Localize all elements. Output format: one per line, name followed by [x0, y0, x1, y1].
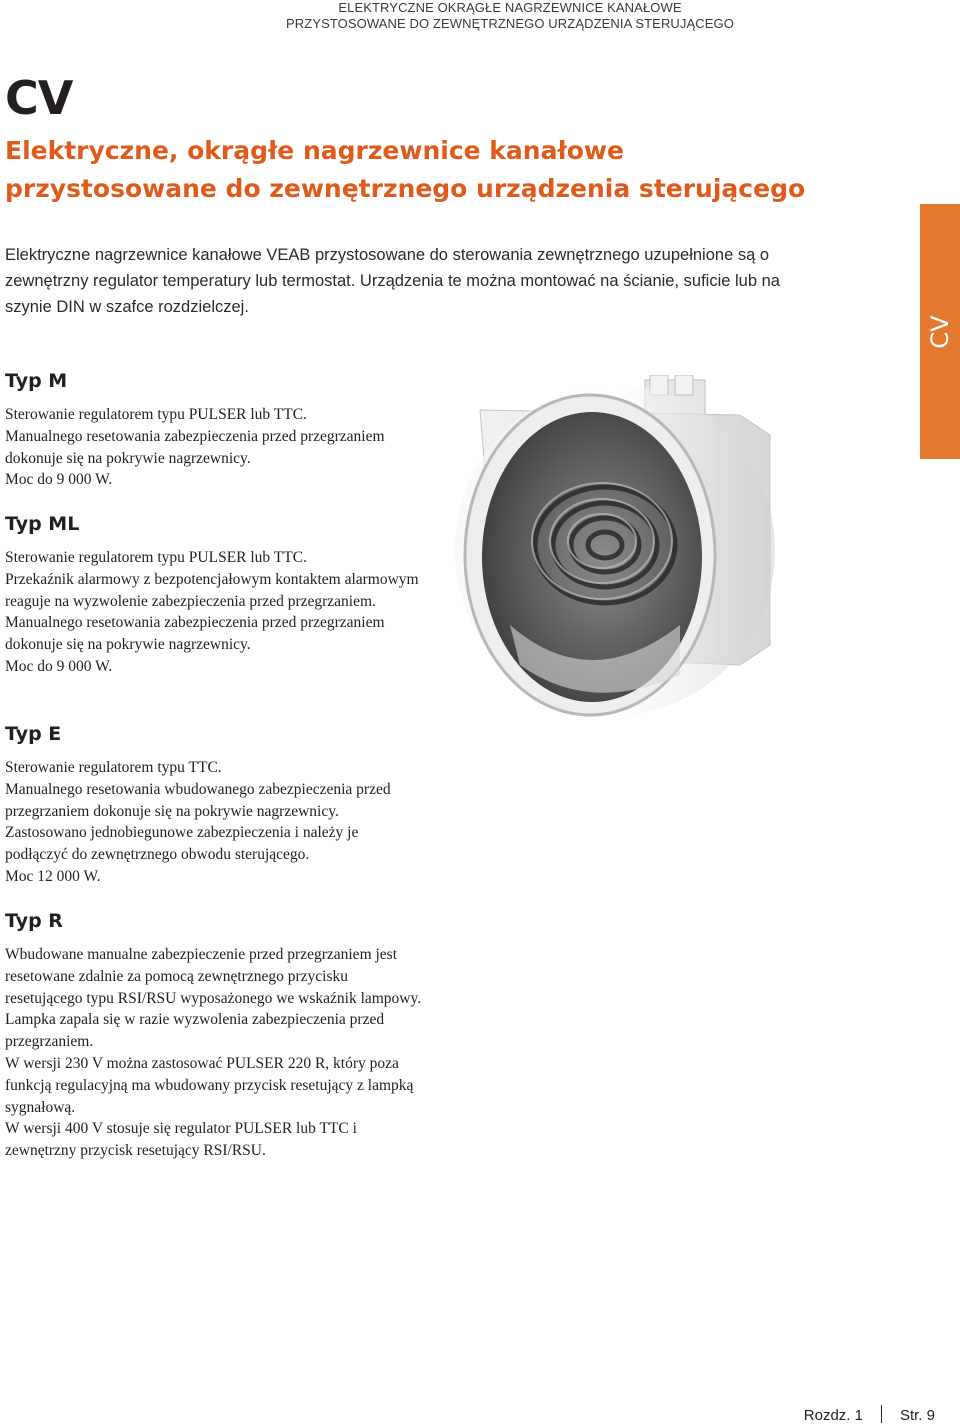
section-body-typ-ml [5, 547, 425, 678]
page-title-line-2: przystosowane do zewnętrznego urządzenia sterującego [5, 174, 806, 203]
side-tab-label: CV [926, 315, 954, 349]
section-body-typ-e [5, 757, 425, 888]
paragraph: Manualnego resetowania zabezpieczenia przed przegrzaniem dokonuje się na pokrywie nagrzewnicy. [5, 614, 385, 654]
running-header [190, 0, 830, 32]
paragraph: Wbudowane manualne zabezpieczenie przed przegrzaniem jest resetowane zdalnie za pomocą zewnętrznego przycisku resetującego typu RSI/RSU wyposażonego we wskaźnik lampowy. [5, 946, 422, 1007]
page-title-line-1: Elektryczne, okrągłe nagrzewnice kanałowe [5, 136, 624, 165]
intro-paragraph: Elektryczne nagrzewnice kanałowe VEAB przystosowane do sterowania zewnętrznego uzupełnione są o zewnętrzny regulator temperatury lub termostat. Urządzenia te można montować na ścianie, suficie lub na szynie DIN w szafce rozdzielczej. [5, 246, 780, 316]
paragraph: Moc do 9 000 W. [5, 471, 113, 489]
running-header-line-1: ELEKTRYCZNE OKRĄGŁE NAGRZEWNICE KANAŁOWE [338, 0, 682, 15]
page-number: Str. 9 [899, 1407, 935, 1424]
paragraph: Lampka zapala się w razie wyzwolenia zabezpieczenia przed przegrzaniem. [5, 1011, 385, 1051]
paragraph: Moc do 9 000 W. [5, 657, 113, 675]
duct-heater-image [440, 375, 780, 735]
page-title [5, 132, 805, 208]
chapter-number: Rozdz. 1 [803, 1407, 863, 1424]
paragraph: Sterowanie regulatorem typu TTC. [5, 759, 222, 776]
paragraph: Sterowanie regulatorem typu PULSER lub TTC. [5, 406, 307, 423]
section-heading-typ-ml: Typ ML [5, 513, 80, 535]
running-header-line-2: PRZYSTOSOWANE DO ZEWNĘTRZNEGO URZĄDZENIA STERUJĄCEGO [286, 16, 734, 31]
paragraph: W wersji 230 V można zastosować PULSER 220 R, który poza funkcją regulacyjną ma wbudowany przycisk resetujący z lampką sygnałową. [5, 1054, 414, 1116]
paragraph: Przekaźnik alarmowy z bezpotencjałowym kontaktem alarmowym reaguje na wyzwolenie zabezpieczenia przed przegrzaniem. [5, 570, 419, 610]
section-heading-typ-e: Typ E [5, 723, 62, 745]
footer-divider [881, 1405, 882, 1423]
section-heading-typ-m: Typ M [5, 370, 68, 392]
section-body-typ-r [5, 944, 425, 1162]
paragraph: Manualnego resetowania zabezpieczenia przed przegrzaniem dokonuje się na pokrywie nagrzewnicy. [5, 427, 385, 467]
paragraph: Zastosowano jednobiegunowe zabezpieczenia i należy je podłączyć do zewnętrznego obwodu sterującego. [5, 824, 359, 864]
paragraph: Manualnego resetowania wbudowanego zabezpieczenia przed przegrzaniem dokonuje się na pokrywie nagrzewnicy. [5, 780, 391, 820]
paragraph: Sterowanie regulatorem typu PULSER lub TTC. [5, 549, 307, 566]
section-heading-typ-r: Typ R [5, 910, 63, 932]
page-footer [804, 1405, 935, 1426]
product-code: CV [5, 71, 73, 125]
paragraph: Moc 12 000 W. [5, 867, 101, 885]
section-body-typ-m [5, 404, 425, 491]
paragraph: W wersji 400 V stosuje się regulator PULSER lub TTC i zewnętrzny przycisk resetujący RSI/RSU. [5, 1120, 357, 1160]
side-tab [920, 204, 960, 459]
